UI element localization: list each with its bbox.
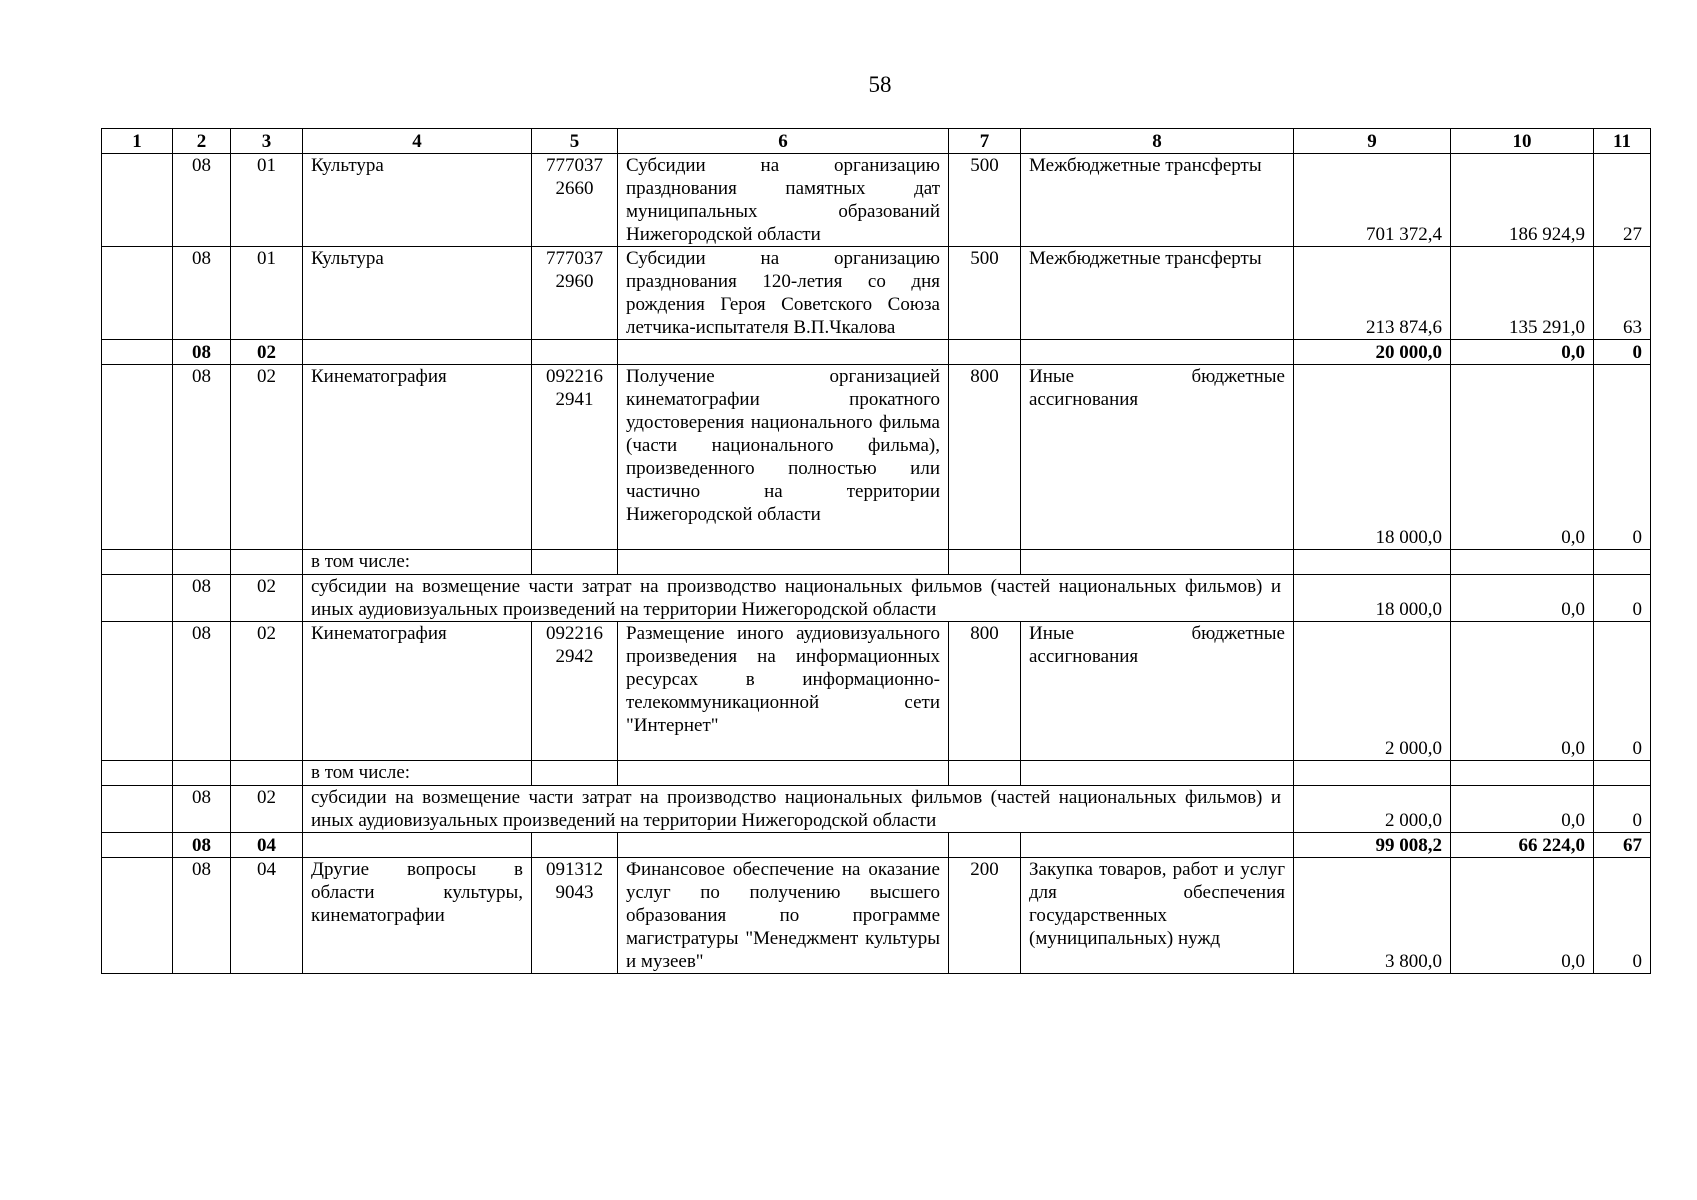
amount-col11: 0 [1594, 786, 1651, 833]
note-row [102, 550, 1651, 575]
amount-col9: 3 800,0 [1294, 858, 1451, 974]
expense-type-code: 200 [949, 858, 1021, 974]
cell-empty [102, 858, 173, 974]
cell-empty [102, 365, 173, 550]
amount-col11: 63 [1594, 247, 1651, 340]
name-cell: Кинематография [303, 622, 532, 761]
amount-col10: 135 291,0 [1451, 247, 1594, 340]
header-cell: 7 [949, 129, 1021, 154]
page-number: 58 [868, 72, 892, 97]
amount-col10: 0,0 [1451, 340, 1594, 365]
cell-empty [532, 761, 618, 786]
expense-type-name: Закупка товаров, работ и услуг для обеспечения государственных (муниципальных) нужд [1021, 858, 1294, 974]
cell-empty [173, 761, 231, 786]
cell-empty [949, 833, 1021, 858]
subsection-code: 02 [231, 622, 303, 761]
cell-empty [102, 340, 173, 365]
section-code: 08 [173, 622, 231, 761]
amount-col10: 0,0 [1451, 786, 1594, 833]
section-code: 08 [173, 154, 231, 247]
header-row [102, 129, 1651, 154]
section-code: 08 [173, 786, 231, 833]
note-row [102, 761, 1651, 786]
target-code-part: 092216 [546, 366, 603, 387]
cell-empty [1594, 761, 1651, 786]
subsidy-detail-text: субсидии на возмещение части затрат на производство национальных фильмов (частей национальных фильмов) и иных аудиовизуальных произведений на территории Нижегородской области [303, 786, 1294, 833]
name-cell: Культура [303, 247, 532, 340]
expense-type-name: Иные бюджетные ассигнования [1021, 365, 1294, 550]
subsection-code: 01 [231, 247, 303, 340]
amount-col11: 0 [1594, 365, 1651, 550]
cell-empty [102, 833, 173, 858]
expense-type-code: 800 [949, 365, 1021, 550]
amount-col9: 2 000,0 [1294, 786, 1451, 833]
cell-empty [618, 550, 949, 575]
target-code-part: 2941 [555, 389, 594, 410]
table-body [102, 129, 1651, 974]
amount-col10: 66 224,0 [1451, 833, 1594, 858]
target-code-part: 091312 [546, 859, 603, 880]
cell-empty [532, 550, 618, 575]
header-cell: 1 [102, 129, 173, 154]
target-code [532, 858, 618, 974]
note-label: в том числе: [303, 550, 532, 575]
expense-type-code: 500 [949, 247, 1021, 340]
target-code-part: 2960 [555, 271, 594, 292]
cell-empty [1451, 550, 1594, 575]
section-code: 08 [173, 833, 231, 858]
cell-empty [102, 761, 173, 786]
section-code: 08 [173, 365, 231, 550]
target-code-part: 2942 [555, 646, 594, 667]
amount-col9: 2 000,0 [1294, 622, 1451, 761]
name-cell: Другие вопросы в области культуры, кинематографии [303, 858, 532, 974]
description-cell: Финансовое обеспечение на оказание услуг по получению высшего образования по программе магистратуры "Менеджмент культуры и музеев" [618, 858, 949, 974]
cell-empty [618, 833, 949, 858]
header-cell: 4 [303, 129, 532, 154]
cell-empty [231, 761, 303, 786]
section-code: 08 [173, 575, 231, 622]
cell-empty [102, 622, 173, 761]
cell-empty [532, 833, 618, 858]
amount-col11: 67 [1594, 833, 1651, 858]
target-code-part: 2660 [555, 178, 594, 199]
amount-col9: 18 000,0 [1294, 365, 1451, 550]
cell-empty [1021, 340, 1294, 365]
amount-col11: 0 [1594, 575, 1651, 622]
subtotal-row [102, 340, 1651, 365]
cell-empty [532, 340, 618, 365]
amount-col9: 18 000,0 [1294, 575, 1451, 622]
amount-col9: 213 874,6 [1294, 247, 1451, 340]
amount-col10: 0,0 [1451, 575, 1594, 622]
table-row [102, 154, 1651, 247]
amount-col11: 0 [1594, 340, 1651, 365]
target-code [532, 365, 618, 550]
amount-col10: 0,0 [1451, 858, 1594, 974]
name-cell: Культура [303, 154, 532, 247]
section-code: 08 [173, 858, 231, 974]
cell-empty [949, 550, 1021, 575]
header-cell: 9 [1294, 129, 1451, 154]
amount-col11: 0 [1594, 858, 1651, 974]
target-code-part: 092216 [546, 623, 603, 644]
header-cell: 6 [618, 129, 949, 154]
expense-type-name: Иные бюджетные ассигнования [1021, 622, 1294, 761]
cell-empty [173, 550, 231, 575]
name-cell: Кинематография [303, 365, 532, 550]
cell-empty [102, 786, 173, 833]
cell-empty [1021, 550, 1294, 575]
cell-empty [1294, 550, 1451, 575]
cell-empty [102, 154, 173, 247]
subtotal-row [102, 833, 1651, 858]
subsection-code: 04 [231, 833, 303, 858]
amount-col11: 27 [1594, 154, 1651, 247]
amount-col9: 20 000,0 [1294, 340, 1451, 365]
header-cell: 3 [231, 129, 303, 154]
subsection-code: 01 [231, 154, 303, 247]
subsection-code: 02 [231, 575, 303, 622]
cell-empty [231, 550, 303, 575]
subsidy-detail-row [102, 575, 1651, 622]
amount-col9: 99 008,2 [1294, 833, 1451, 858]
section-code: 08 [173, 340, 231, 365]
table-row [102, 365, 1651, 550]
cell-empty [1294, 761, 1451, 786]
table-row [102, 622, 1651, 761]
cell-empty [1021, 761, 1294, 786]
subsidy-detail-row [102, 786, 1651, 833]
amount-col10: 0,0 [1451, 365, 1594, 550]
description-cell: Субсидии на организацию празднования 120-летия со дня рождения Героя Советского Союза летчика-испытателя В.П.Чкалова [618, 247, 949, 340]
subsection-code: 04 [231, 858, 303, 974]
cell-empty [102, 247, 173, 340]
expense-type-name: Межбюджетные трансферты [1021, 247, 1294, 340]
description-cell: Субсидии на организацию празднования памятных дат муниципальных образований Нижегородской области [618, 154, 949, 247]
table-row [102, 858, 1651, 974]
cell-empty [303, 833, 532, 858]
expense-type-code: 500 [949, 154, 1021, 247]
target-code [532, 622, 618, 761]
amount-col10: 186 924,9 [1451, 154, 1594, 247]
target-code [532, 247, 618, 340]
cell-empty [618, 340, 949, 365]
cell-empty [102, 575, 173, 622]
header-cell: 11 [1594, 129, 1651, 154]
target-code-part: 777037 [546, 155, 603, 176]
subsection-code: 02 [231, 340, 303, 365]
cell-empty [102, 550, 173, 575]
cell-empty [949, 340, 1021, 365]
note-label: в том числе: [303, 761, 532, 786]
subsection-code: 02 [231, 365, 303, 550]
header-cell: 10 [1451, 129, 1594, 154]
target-code [532, 154, 618, 247]
cell-empty [1594, 550, 1651, 575]
amount-col11: 0 [1594, 622, 1651, 761]
budget-table [101, 128, 1651, 974]
target-code-part: 9043 [555, 882, 594, 903]
target-code-part: 777037 [546, 248, 603, 269]
subsidy-detail-text: субсидии на возмещение части затрат на производство национальных фильмов (частей национальных фильмов) и иных аудиовизуальных произведений на территории Нижегородской области [303, 575, 1294, 622]
table-row [102, 247, 1651, 340]
expense-type-code: 800 [949, 622, 1021, 761]
subsection-code: 02 [231, 786, 303, 833]
amount-col10: 0,0 [1451, 622, 1594, 761]
cell-empty [1451, 761, 1594, 786]
header-cell: 2 [173, 129, 231, 154]
cell-empty [303, 340, 532, 365]
cell-empty [949, 761, 1021, 786]
header-cell: 8 [1021, 129, 1294, 154]
description-cell: Получение организацией кинематографии прокатного удостоверения национального фильма (части национального фильма), произведенного полностью или частично на территории Нижегородской области [618, 365, 949, 550]
header-cell: 5 [532, 129, 618, 154]
section-code: 08 [173, 247, 231, 340]
cell-empty [1021, 833, 1294, 858]
description-cell: Размещение иного аудиовизуального произведения на информационных ресурсах в информационно-телекоммуникационной сети "Интернет" [618, 622, 949, 761]
amount-col9: 701 372,4 [1294, 154, 1451, 247]
cell-empty [618, 761, 949, 786]
expense-type-name: Межбюджетные трансферты [1021, 154, 1294, 247]
